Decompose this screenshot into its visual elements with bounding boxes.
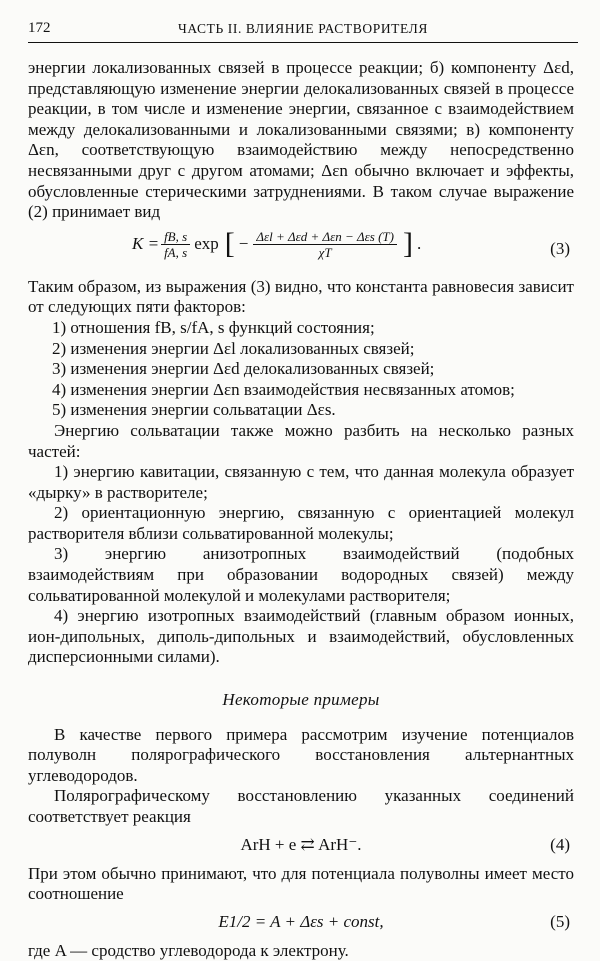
formula-lhs: K = [132, 233, 160, 253]
section-heading: Некоторые примеры [222, 690, 380, 710]
formula-5 [28, 909, 574, 935]
paragraph: При этом обычно принимают, что для потенциала полуволны имеет место соотношение [28, 863, 574, 904]
page-body [28, 58, 574, 961]
paragraph: Полярографическому восстановлению указанных соединений соответствует реакция [28, 786, 574, 826]
list-item: 2) изменения энергии Δεl локализованных связей; [52, 338, 415, 358]
list-item: 5) изменения энергии сольватации Δεs. [52, 400, 336, 420]
formula-3: K = $\frac{fB, s}{fA, s}$ exp [ − $\frac{\text{Δεl + Δεd + Δεn − Δεs (T)}}{\chi T}$ ] . (3) [132, 227, 570, 261]
list-item: 2) ориентационную энергию, связанную с ориентацией молекул растворителя вблизи сольватированной молекулы; [28, 503, 574, 543]
paragraph: В качестве первого примера рассмотрим изучение потенциалов полуволн полярографического восстановления альтернантных углеводородов. [28, 724, 574, 785]
page-number: 172 [28, 20, 51, 36]
equation-number: (5) [550, 911, 570, 931]
list-item: 1) отношения fB, s/fA, s функций состояния; [52, 317, 375, 337]
paragraph: где A — сродство углеводорода к электрону. [28, 940, 349, 960]
list-item: 3) энергию анизотропных взаимодействий (подобных взаимодействиям при образовании водородных связей) между сольватированной молекулой и молекулами растворителя; [28, 544, 574, 605]
equation-number: (4) [550, 834, 570, 854]
list-item: 4) изменения энергии Δεn взаимодействия несвязанных атомов; [52, 379, 515, 399]
list-item: 3) изменения энергии Δεd делокализованных связей; [52, 359, 435, 379]
paragraph: Таким образом, из выражения (3) видно, что константа равновесия зависит от следующих пяти факторов: [28, 276, 574, 317]
formula-expression: ArH + e ⇄ ArH⁻. [240, 834, 362, 854]
paragraph: энергии локализованных связей в процессе реакции; б) компоненту Δεd, представляющую изменение энергии делокализованных связей в процессе реакции, в том числе и изменение энергии, связанное с взаимодействием между делокализованными и локализованными связями; в) компоненту Δεn, соответствующую взаимодействию между непосредственно несвязанными друг с другом атомами; Δεn обычно включает и эффекты, обусловленные стерическими затруднениями. В таком случае выражение (2) принимает вид [28, 58, 574, 222]
list-item: 4) энергию изотропных взаимодействий (главным образом ионных, ион-дипольных, диполь-дипольных и взаимодействий, обусловленных дисперсионными силами). [28, 606, 574, 667]
fraction: $\frac{fB, s}{fA, s}$ [161, 229, 190, 260]
page-header [28, 20, 578, 43]
exponent-fraction: $\frac{\text{Δεl + Δεd + Δεn − Δεs (T)}}{\chi T}$ [253, 229, 397, 260]
list-item: 1) энергию кавитации, связанную с тем, что данная молекула образует «дырку» в растворителе; [28, 462, 574, 502]
formula-4 [28, 832, 574, 858]
formula-expression: E1/2 = A + Δεs + const, [218, 911, 384, 931]
equation-number: (3) [550, 238, 570, 258]
running-title: ЧАСТЬ II. ВЛИЯНИЕ РАСТВОРИТЕЛЯ [177, 21, 429, 36]
paragraph: Энергию сольватации также можно разбить на несколько разных частей: [28, 420, 574, 461]
